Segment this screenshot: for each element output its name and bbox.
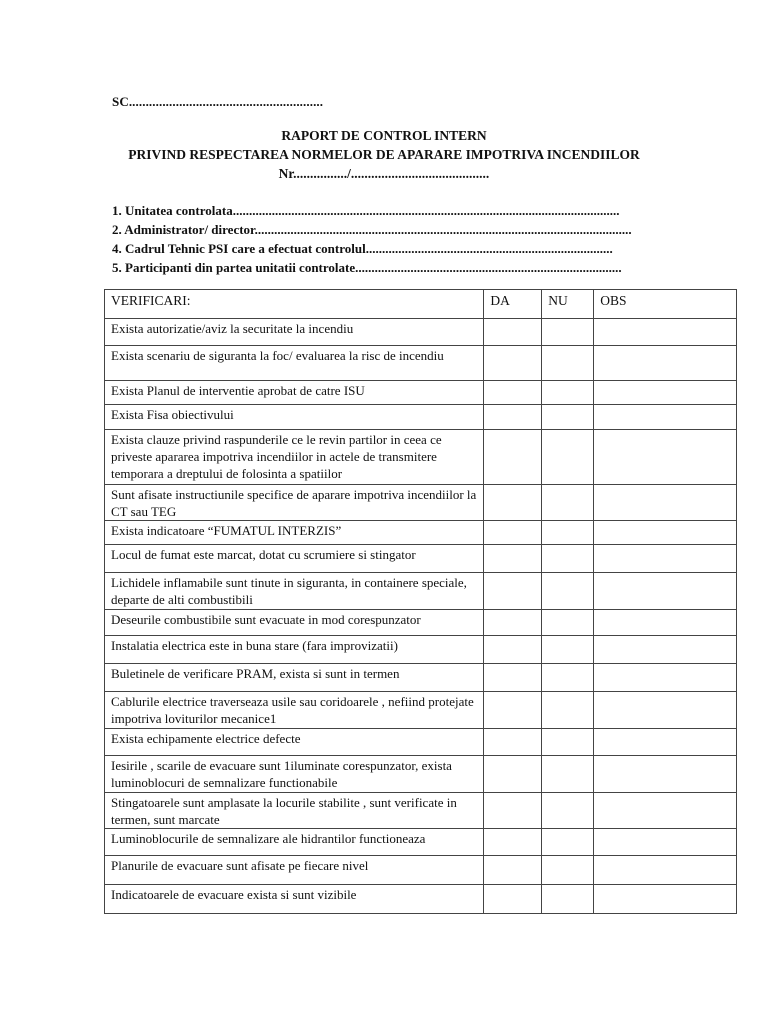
obs-cell[interactable] [594,405,737,430]
obs-cell[interactable] [594,885,737,914]
nu-cell[interactable] [542,521,594,545]
nu-cell[interactable] [542,573,594,610]
nu-cell[interactable] [542,885,594,914]
table-row [105,573,737,610]
nu-cell[interactable] [542,346,594,381]
obs-cell[interactable] [594,485,737,521]
da-cell[interactable] [484,610,542,636]
da-cell[interactable] [484,346,542,381]
nu-cell[interactable] [542,636,594,664]
field-psi-technician: 4. Cadrul Tehnic PSI care a efectuat controlul............................................................................ [112,241,613,256]
table-row [105,610,737,636]
table-row [105,521,737,545]
da-cell[interactable] [484,636,542,664]
da-cell[interactable] [484,573,542,610]
table-row [105,319,737,346]
check-item: Deseurile combustibile sunt evacuate in mod corespunzator [105,610,484,636]
nu-cell[interactable] [542,829,594,856]
da-cell[interactable] [484,521,542,545]
field-unit: 1. Unitatea controlata....................................................................................................................... [112,203,620,218]
check-item: Buletinele de verificare PRAM, exista si sunt in termen [105,664,484,692]
nu-cell[interactable] [542,430,594,485]
obs-cell[interactable] [594,756,737,793]
check-item: Iesirile , scarile de evacuare sunt 1iluminate corespunzator, exista luminoblocuri de semnalizare functionabile [105,756,484,793]
table-row [105,692,737,729]
company-line: SC.......................................................... [112,94,324,109]
obs-cell[interactable] [594,664,737,692]
obs-cell[interactable] [594,545,737,573]
check-item: Sunt afisate instructiunile specifice de aparare impotriva incendiilor la CT sau TEG [105,485,484,521]
da-cell[interactable] [484,664,542,692]
table-row [105,346,737,381]
nu-cell[interactable] [542,692,594,729]
table-row [105,545,737,573]
obs-cell[interactable] [594,521,737,545]
nu-cell[interactable] [542,405,594,430]
obs-cell[interactable] [594,636,737,664]
check-item: Planurile de evacuare sunt afisate pe fiecare nivel [105,856,484,885]
da-cell[interactable] [484,829,542,856]
da-cell[interactable] [484,692,542,729]
header-obs: OBS [594,290,737,319]
header-verificari: VERIFICARI: [105,290,484,319]
nu-cell[interactable] [542,756,594,793]
obs-cell[interactable] [594,793,737,829]
nu-cell[interactable] [542,793,594,829]
obs-cell[interactable] [594,856,737,885]
nu-cell[interactable] [542,856,594,885]
obs-cell[interactable] [594,692,737,729]
table-row [105,381,737,405]
nu-cell[interactable] [542,729,594,756]
da-cell[interactable] [484,485,542,521]
table-row [105,829,737,856]
check-item: Lichidele inflamabile sunt tinute in siguranta, in containere speciale, departe de alti combustibili [105,573,484,610]
obs-cell[interactable] [594,381,737,405]
da-cell[interactable] [484,319,542,346]
obs-cell[interactable] [594,729,737,756]
report-title: RAPORT DE CONTROL INTERN [281,128,487,143]
nu-cell[interactable] [542,610,594,636]
check-item: Exista clauze privind raspunderile ce le revin partilor in ceea ce priveste apararea impotriva incendiilor in actele de transmitere temporara a dreptului de folosinta a spatiilor [105,430,484,485]
da-cell[interactable] [484,729,542,756]
report-fields [112,201,632,277]
da-cell[interactable] [484,885,542,914]
da-cell[interactable] [484,381,542,405]
obs-cell[interactable] [594,829,737,856]
check-item: Exista echipamente electrice defecte [105,729,484,756]
check-item: Stingatoarele sunt amplasate la locurile stabilite , sunt verificate in termen, sunt marcate [105,793,484,829]
obs-cell[interactable] [594,319,737,346]
report-title-block [0,126,768,183]
obs-cell[interactable] [594,346,737,381]
table-row [105,405,737,430]
table-row [105,793,737,829]
da-cell[interactable] [484,545,542,573]
table-row [105,485,737,521]
da-cell[interactable] [484,856,542,885]
nu-cell[interactable] [542,664,594,692]
check-item: Exista scenariu de siguranta la foc/ evaluarea la risc de incendiu [105,346,484,381]
nu-cell[interactable] [542,485,594,521]
header-da: DA [484,290,542,319]
table-row [105,885,737,914]
da-cell[interactable] [484,793,542,829]
check-item: Indicatoarele de evacuare exista si sunt vizibile [105,885,484,914]
table-row [105,856,737,885]
check-item: Locul de fumat este marcat, dotat cu scrumiere si stingator [105,545,484,573]
table-row [105,756,737,793]
check-item: Instalatia electrica este in buna stare (fara improvizatii) [105,636,484,664]
verification-table [104,289,737,914]
table-row [105,430,737,485]
da-cell[interactable] [484,430,542,485]
check-item: Exista Planul de interventie aprobat de catre ISU [105,381,484,405]
da-cell[interactable] [484,405,542,430]
check-item: Luminoblocurile de semnalizare ale hidrantilor functioneaza [105,829,484,856]
nu-cell[interactable] [542,545,594,573]
table-row [105,636,737,664]
table-row [105,664,737,692]
nu-cell[interactable] [542,381,594,405]
check-item: Exista Fisa obiectivului [105,405,484,430]
nu-cell[interactable] [542,319,594,346]
table-row [105,729,737,756]
check-item: Exista autorizatie/aviz la securitate la incendiu [105,319,484,346]
report-subtitle: PRIVIND RESPECTAREA NORMELOR DE APARARE IMPOTRIVA INCENDIILOR [128,147,640,162]
obs-cell[interactable] [594,430,737,485]
table-header-row [105,290,737,319]
obs-cell[interactable] [594,610,737,636]
check-item: Cablurile electrice traverseaza usile sau coridoarele , nefiind protejate impotriva loviturilor mecanice1 [105,692,484,729]
field-participants: 5. Participanti din partea unitatii controlate.................................................................................. [112,260,622,275]
report-number: Nr................/......................................... [278,166,490,181]
check-item: Exista indicatoare “FUMATUL INTERZIS” [105,521,484,545]
field-administrator: 2. Administrator/ director.................................................................................................................... [112,222,632,237]
header-nu: NU [542,290,594,319]
obs-cell[interactable] [594,573,737,610]
da-cell[interactable] [484,756,542,793]
